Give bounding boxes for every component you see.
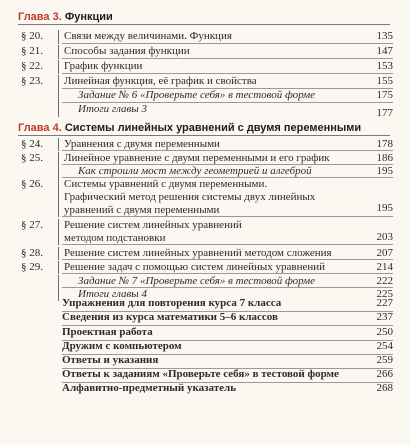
- page-number: 186: [376, 152, 393, 164]
- divider: [58, 75, 59, 89]
- page-number: 203: [376, 231, 393, 243]
- section-title: Связи между величинами. Функция: [64, 30, 232, 42]
- divider: [58, 219, 59, 245]
- section-number: § 22.: [21, 60, 43, 72]
- section-number: § 28.: [21, 247, 43, 259]
- toc-row-s28[interactable]: [18, 247, 393, 260]
- divider: [58, 60, 59, 74]
- toc-appendix-project[interactable]: [62, 326, 393, 339]
- page-number: 178: [376, 138, 393, 150]
- page-number: 207: [376, 247, 393, 259]
- section-number: § 26.: [21, 178, 43, 190]
- toc-appendix-info[interactable]: [62, 311, 393, 324]
- section-title: Итоги главы 3: [78, 103, 147, 115]
- page-number: 214: [376, 261, 393, 273]
- toc-appendix-computer[interactable]: [62, 340, 393, 353]
- section-number: § 21.: [21, 45, 43, 57]
- toc-row-s21[interactable]: [18, 45, 393, 59]
- toc-row-test-6[interactable]: [18, 89, 393, 103]
- section-title: График функции: [64, 60, 143, 72]
- section-title: Задание № 7 «Проверьте себя» в тестовой форме: [78, 275, 316, 287]
- divider: [58, 165, 59, 178]
- page-number: 250: [376, 326, 393, 338]
- appendix-title: Проектная работа: [62, 326, 153, 338]
- divider: [58, 247, 59, 260]
- chapter-4-label: Глава 4.: [18, 122, 62, 134]
- page-number: 268: [376, 382, 393, 394]
- section-title: Решение задач с помощью систем линейных уравнений: [64, 261, 326, 273]
- divider: [58, 178, 59, 217]
- appendix-title: Ответы и указания: [62, 354, 159, 366]
- toc-row-s20[interactable]: [18, 30, 393, 44]
- divider: [58, 45, 59, 59]
- toc-row-s24[interactable]: [18, 138, 393, 151]
- appendix-title: Ответы к заданиям «Проверьте себя» в тестовой форме: [62, 368, 339, 380]
- divider: [58, 89, 59, 103]
- toc-appendix-test-answers[interactable]: [62, 368, 393, 381]
- section-number: § 24.: [21, 138, 43, 150]
- page-number: 177: [376, 107, 393, 119]
- section-title: Решение систем линейных уравнений методом сложения: [64, 247, 332, 259]
- chapter-3-label: Глава 3.: [18, 11, 62, 23]
- chapter-4-title: Системы линейных уравнений с двумя переменными: [64, 122, 362, 134]
- page-number: 175: [376, 89, 393, 101]
- appendix-title: Дружим с компьютером: [62, 340, 182, 352]
- divider: [58, 261, 59, 274]
- page-number: 266: [376, 368, 393, 380]
- page-number: 195: [376, 202, 393, 214]
- section-title: [64, 178, 315, 217]
- appendix-title: Упражнения для повторения курса 7 класса: [62, 297, 282, 309]
- section-title-line-2: Графический метод решения системы двух линейных: [64, 191, 316, 203]
- page-number: 147: [376, 45, 393, 57]
- section-title: Задание № 6 «Проверьте себя» в тестовой форме: [78, 89, 316, 101]
- section-title-line-1: Системы уравнений с двумя переменными.: [64, 178, 268, 190]
- chapter-3-title: Функции: [64, 11, 113, 23]
- page-number: 222: [376, 275, 393, 287]
- page-number: 135: [376, 30, 393, 42]
- divider: [58, 288, 59, 301]
- section-title: Линейное уравнение с двумя переменными и его график: [64, 152, 330, 164]
- toc-row-s22[interactable]: [18, 60, 393, 74]
- toc-appendix-answers[interactable]: [62, 354, 393, 367]
- section-title: Способы задания функции: [64, 45, 190, 57]
- page-number: 153: [376, 60, 393, 72]
- section-title-line-3: уравнений с двумя переменными: [64, 204, 220, 216]
- section-title-line-1: Решение систем линейных уравнений: [64, 219, 242, 231]
- toc-row-s29[interactable]: [18, 261, 393, 274]
- page-number: 225: [376, 288, 393, 300]
- section-title-line-2: методом подстановки: [64, 232, 166, 244]
- chapter-4-heading: [18, 121, 390, 136]
- toc-row-s25[interactable]: [18, 152, 393, 165]
- section-title: Итоги главы 4: [78, 288, 147, 300]
- toc-row-s27[interactable]: [18, 219, 393, 245]
- divider: [58, 152, 59, 165]
- toc-row-summary-3[interactable]: [18, 103, 393, 117]
- section-number: § 29.: [21, 261, 43, 273]
- toc-row-bridge[interactable]: [18, 165, 393, 178]
- page-number: 155: [376, 75, 393, 87]
- chapter-3-heading: [18, 10, 390, 25]
- toc-appendix-index[interactable]: [62, 382, 393, 395]
- toc-appendix-exercises[interactable]: [62, 297, 393, 310]
- divider: [58, 103, 59, 117]
- section-number: § 27.: [21, 219, 43, 231]
- page-number: 259: [376, 354, 393, 366]
- section-number: § 23.: [21, 75, 43, 87]
- section-number: § 25.: [21, 152, 43, 164]
- divider: [58, 275, 59, 288]
- page-number: 195: [376, 165, 393, 177]
- divider: [58, 138, 59, 151]
- page-number: 227: [376, 297, 393, 309]
- section-title: Линейная функция, её график и свойства: [64, 75, 257, 87]
- appendix-title: Алфавитно-предметный указатель: [62, 382, 237, 394]
- section-title: [64, 219, 242, 245]
- toc-row-test-7[interactable]: [18, 275, 393, 288]
- divider: [58, 30, 59, 44]
- toc-row-s23[interactable]: [18, 75, 393, 89]
- page-number: 254: [376, 340, 393, 352]
- section-title: Как строили мост между геометрией и алгеброй: [78, 165, 312, 177]
- section-title: Уравнения с двумя переменными: [64, 138, 220, 150]
- toc-row-s26[interactable]: [18, 178, 393, 217]
- appendix-title: Сведения из курса математики 5–6 классов: [62, 311, 278, 323]
- page-number: 237: [376, 311, 393, 323]
- section-number: § 20.: [21, 30, 43, 42]
